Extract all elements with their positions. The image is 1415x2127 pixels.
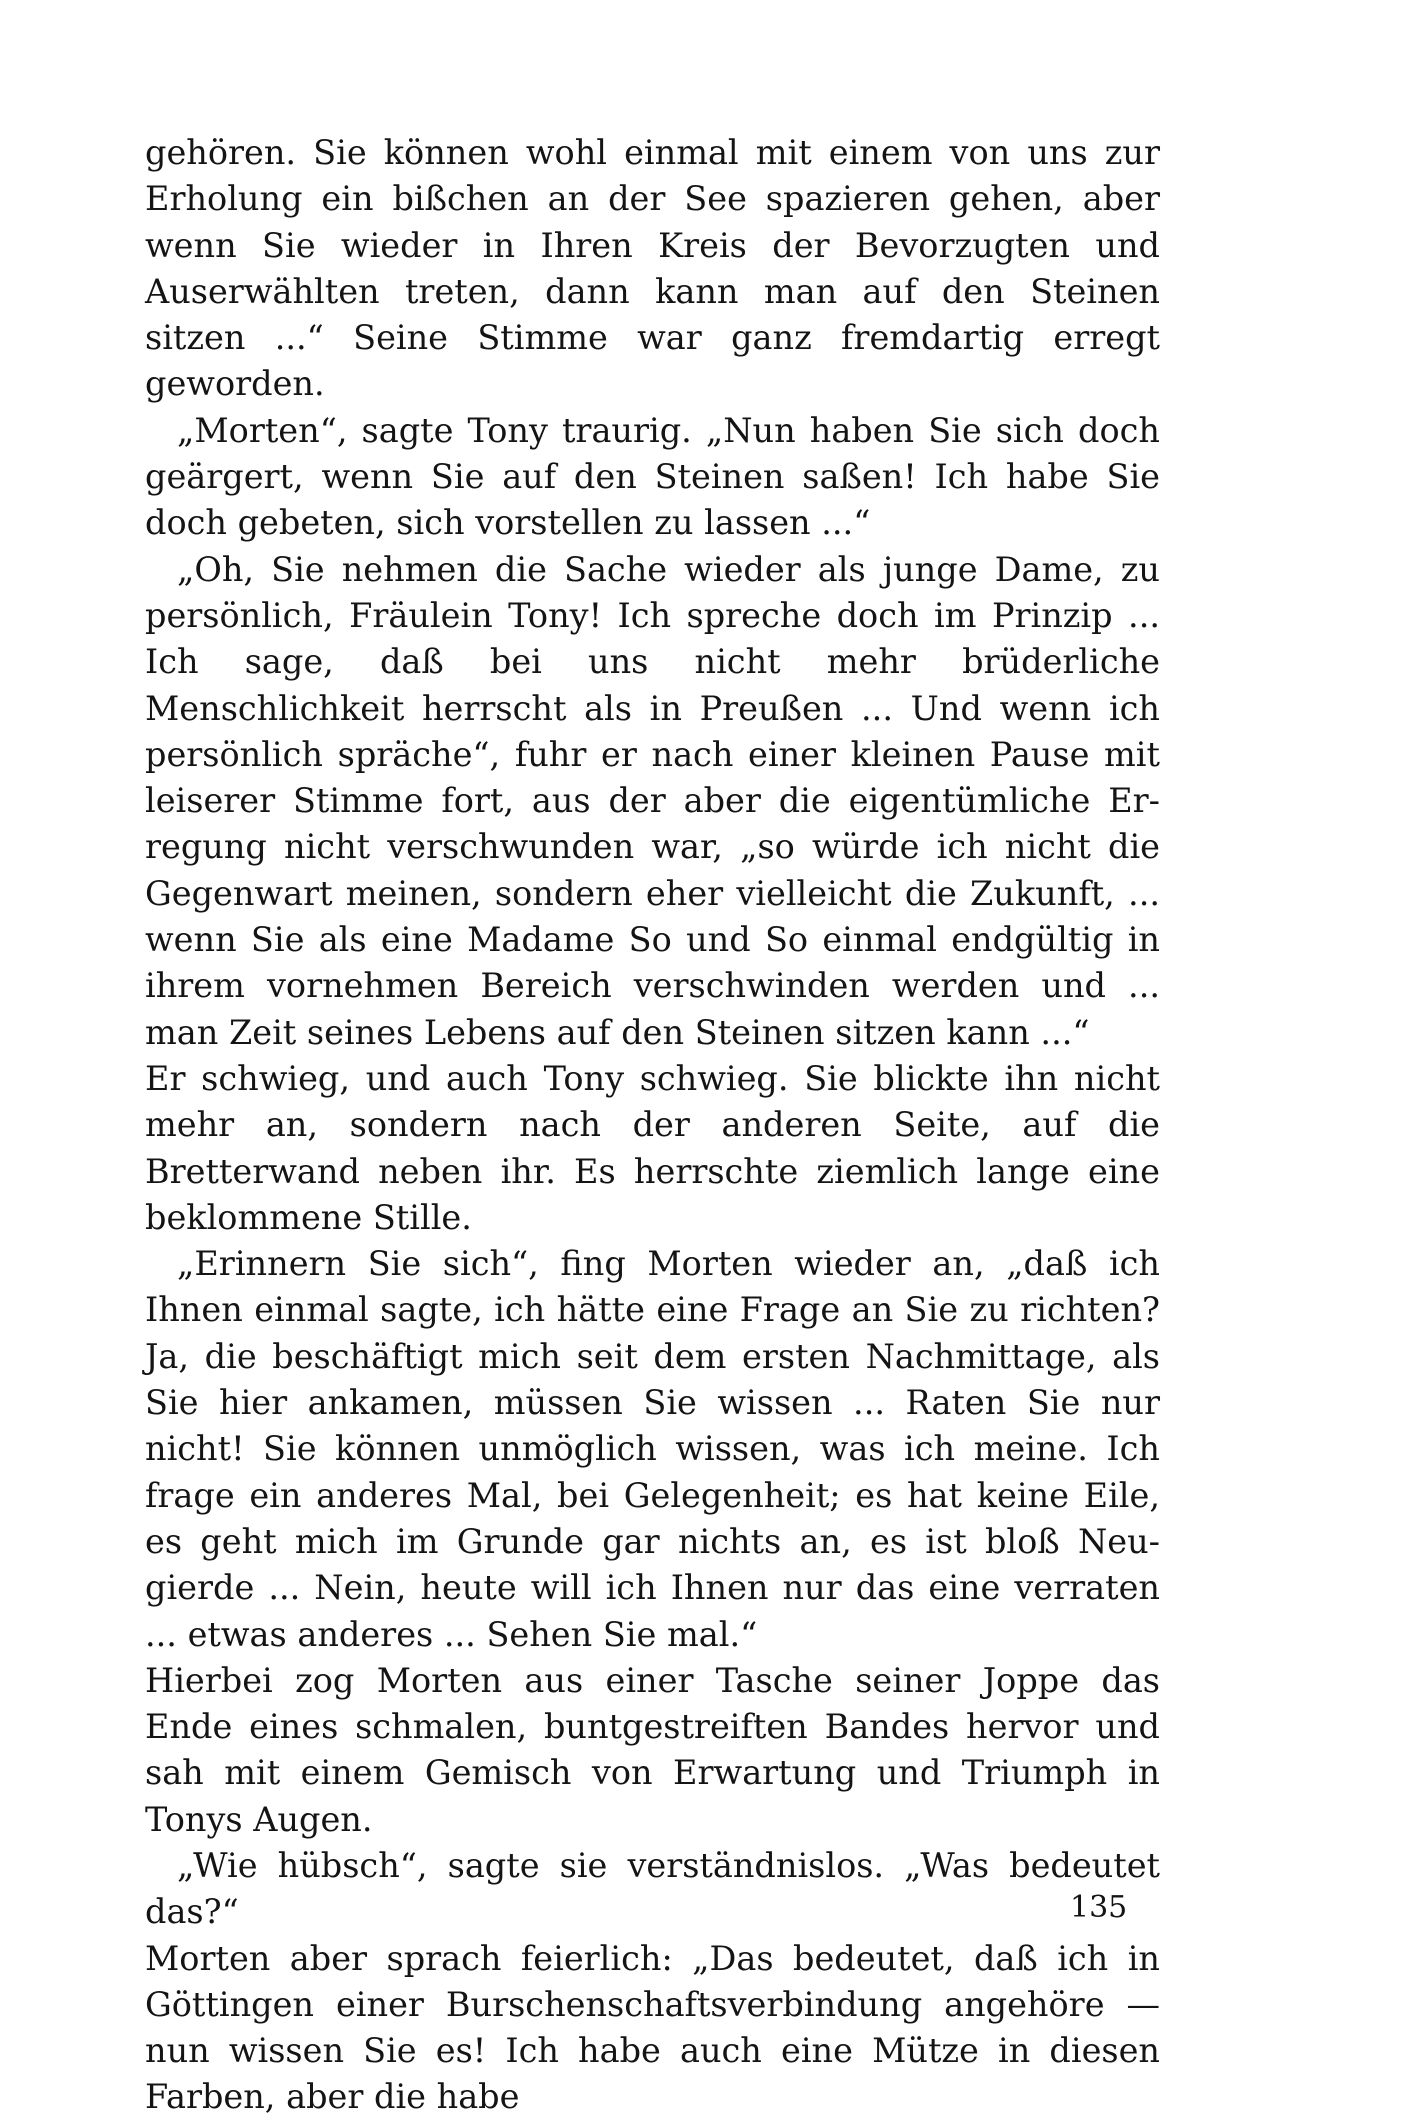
paragraph-2: „Morten“, sagte Tony traurig. „Nun haben Sie sich doch geärgert, wenn Sie auf den Steinen saßen! Ich habe Sie doch gebeten, sich vorstellen zu lassen ...“ <box>145 410 1160 543</box>
paragraph-8: Morten aber sprach feierlich: „Das bedeutet, daß ich in Göttingen einer Burschenschaftsverbindung angehöre — nun wissen Sie es! Ich habe auch eine Mütze in diesen Farben, aber die habe <box>145 1938 1160 2117</box>
paragraph-1: gehören. Sie können wohl einmal mit einem von uns zur Erholung ein bißchen an der See spazieren gehen, aber wenn Sie wieder in Ihren Kreis der Bevorzugten und Auserwählten treten, dann kann man auf den Steinen sitzen ...“ Seine Stimme war ganz fremdartig erregt geworden. <box>145 133 1160 404</box>
page-number: 135 <box>1070 1890 1128 1925</box>
paragraph-5: „Erinnern Sie sich“, fing Morten wieder an, „daß ich Ihnen einmal sagte, ich hätte eine Frage an Sie zu richten? Ja, die beschäftigt mich seit dem ersten Nachmittage, als Sie hier ankamen, müssen Sie wissen ... Raten Sie nur nicht! Sie können unmöglich wissen, was ich meine. Ich frage ein anderes Mal, bei Gelegenheit; es hat keine Eile, es geht mich im Grunde gar nichts an, es ist bloß Neugierde ... Nein, heute will ich Ihnen nur das eine verraten ... etwas anderes ... Sehen Sie mal.“ <box>145 1244 1160 1654</box>
paragraph-4: Er schwieg, und auch Tony schwieg. Sie blickte ihn nicht mehr an, sondern nach der anderen Seite, auf die Bretterwand neben ihr. Es herrschte ziemlich lange eine beklommene Stille. <box>145 1058 1160 1237</box>
paragraph-7: „Wie hübsch“, sagte sie verständnislos. „Was bedeutet das?“ <box>145 1845 1160 1932</box>
book-page <box>145 130 1160 2117</box>
paragraph-6: Hierbei zog Morten aus einer Tasche seiner Joppe das Ende eines schmalen, buntgestreiften Bandes hervor und sah mit einem Gemisch von Erwartung und Triumph in Tonys Augen. <box>145 1660 1160 1839</box>
paragraph-3: „Oh, Sie nehmen die Sache wieder als junge Dame, zu persönlich, Fräulein Tony! Ich spreche doch im Prinzip ... Ich sage, daß bei uns nicht mehr brüderliche Menschlichkeit herrscht als in Preußen ... Und wenn ich persönlich spräche“, fuhr er nach einer kleinen Pause mit leiserer Stimme fort, aus der aber die eigentümliche Erregung nicht verschwunden war, „so würde ich nicht die Gegenwart meinen, sondern eher vielleicht die Zukunft, ... wenn Sie als eine Madame So und So einmal endgültig in ihrem vornehmen Bereich verschwinden werden und ... man Zeit seines Lebens auf den Steinen sitzen kann ...“ <box>145 549 1160 1052</box>
page-body-text <box>145 130 1160 2121</box>
